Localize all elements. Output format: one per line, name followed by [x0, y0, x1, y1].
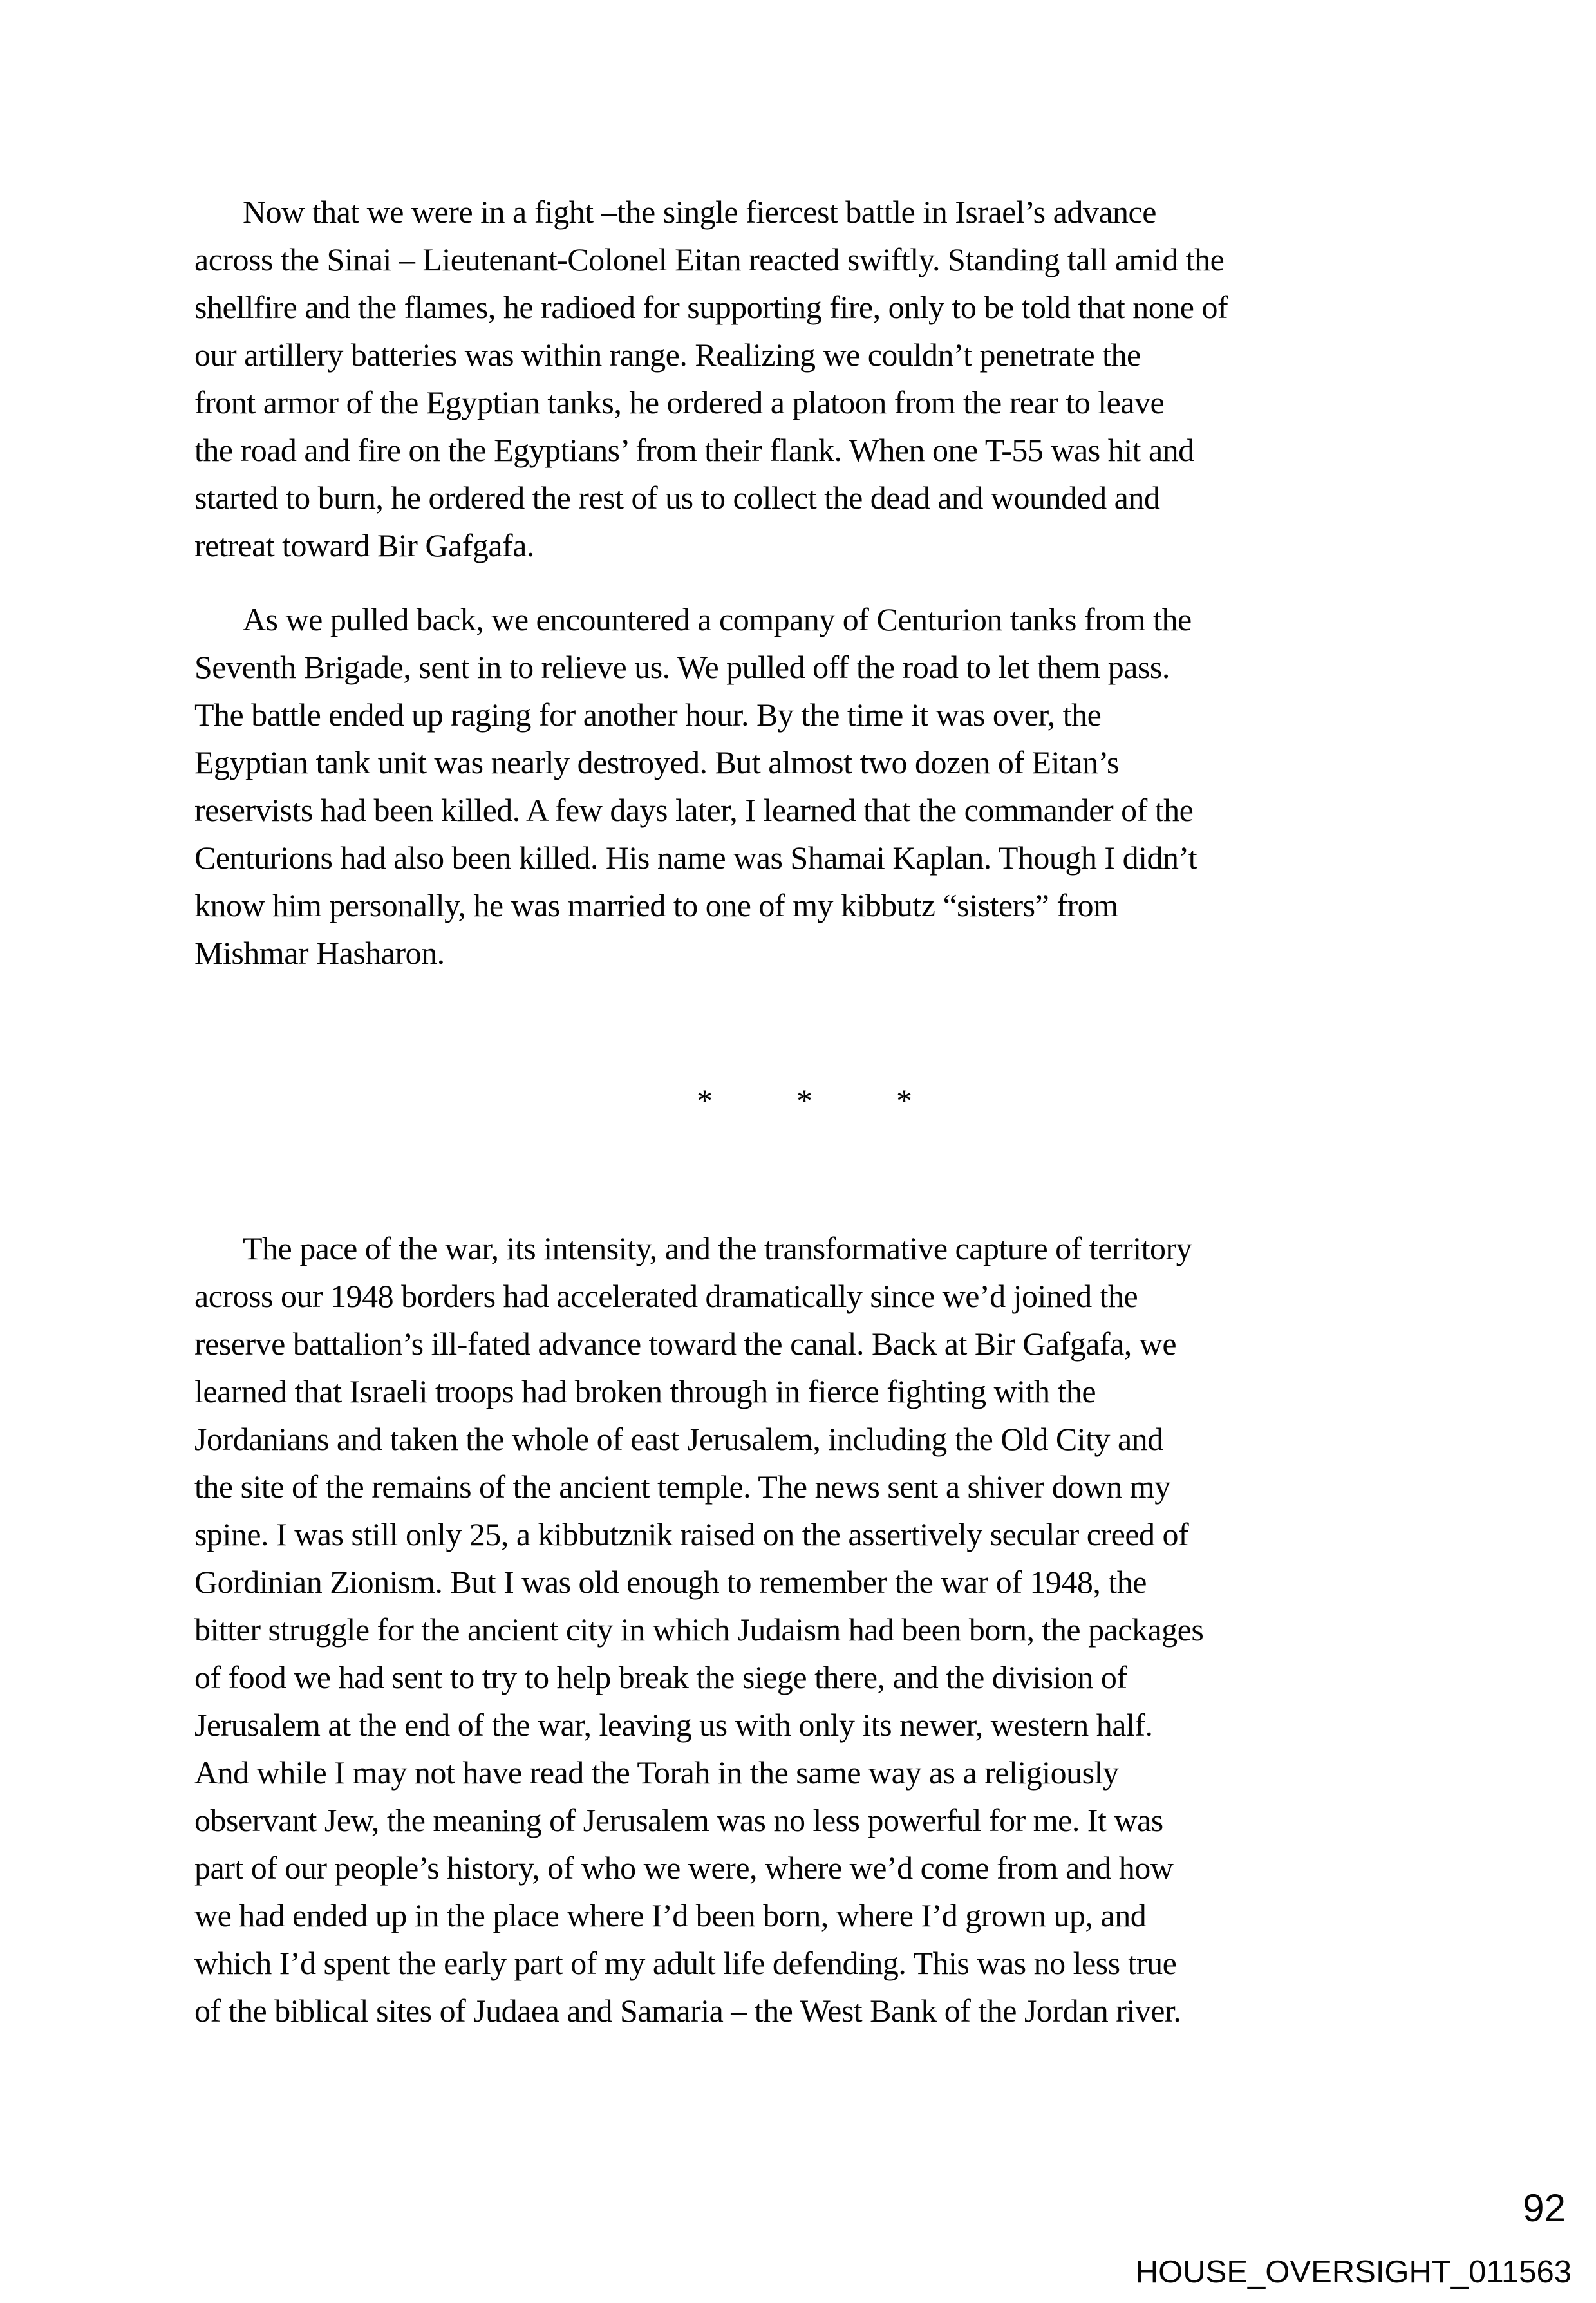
text-line: across the Sinai – Lieutenant-Colonel Eitan reacted swiftly. Standing tall amid the	[194, 241, 1225, 277]
text-line: bitter struggle for the ancient city in which Judaism had been born, the packages	[194, 1612, 1204, 1648]
text-line: spine. I was still only 25, a kibbutznik raised on the assertively secular creed of	[194, 1516, 1189, 1552]
text-line: The pace of the war, its intensity, and the transformative capture of territory	[243, 1230, 1192, 1266]
paragraph	[194, 596, 1414, 977]
text-line: across our 1948 borders had accelerated dramatically since we’d joined the	[194, 1278, 1138, 1314]
text-line: of the biblical sites of Judaea and Samaria – the West Bank of the Jordan river.	[194, 1993, 1181, 2029]
text-line: part of our people’s history, of who we were, where we’d come from and how	[194, 1850, 1174, 1886]
text-line: And while I may not have read the Torah in the same way as a religiously	[194, 1754, 1119, 1791]
text-line: Now that we were in a fight –the single fiercest battle in Israel’s advance	[243, 194, 1156, 230]
bates-stamp: HOUSE_OVERSIGHT_011563	[1135, 2255, 1572, 2289]
text-line: reserve battalion’s ill-fated advance toward the canal. Back at Bir Gafgafa, we	[194, 1326, 1177, 1362]
text-line: retreat toward Bir Gafgafa.	[194, 527, 534, 563]
text-line: reservists had been killed. A few days later, I learned that the commander of the	[194, 792, 1194, 828]
text-line: Centurions had also been killed. His name was Shamai Kaplan. Though I didn’t	[194, 840, 1197, 876]
text-line: observant Jew, the meaning of Jerusalem was no less powerful for me. It was	[194, 1802, 1163, 1838]
text-line: which I’d spent the early part of my adult life defending. This was no less true	[194, 1945, 1177, 1981]
section-break	[194, 1076, 1414, 1124]
text-line: we had ended up in the place where I’d been born, where I’d grown up, and	[194, 1897, 1147, 1933]
text-line: Mishmar Hasharon.	[194, 935, 445, 971]
text-line: our artillery batteries was within range. Realizing we couldn’t penetrate the	[194, 337, 1141, 373]
asterisk-glyph: *	[896, 1082, 912, 1118]
text-line: Seventh Brigade, sent in to relieve us. We pulled off the road to let them pass.	[194, 649, 1170, 685]
asterisk-glyph: *	[697, 1082, 713, 1118]
paragraph	[194, 1225, 1414, 2035]
text-line: the road and fire on the Egyptians’ from their flank. When one T-55 was hit and	[194, 432, 1194, 468]
text-line: of food we had sent to try to help break the siege there, and the division of	[194, 1659, 1127, 1695]
text-line: Jordanians and taken the whole of east Jerusalem, including the Old City and	[194, 1421, 1163, 1457]
paragraph	[194, 188, 1414, 569]
page-number: 92	[1523, 2186, 1566, 2230]
text-line: Egyptian tank unit was nearly destroyed. But almost two dozen of Eitan’s	[194, 744, 1119, 780]
text-line: front armor of the Egyptian tanks, he ordered a platoon from the rear to leave	[194, 384, 1165, 420]
text-line: learned that Israeli troops had broken through in fierce fighting with the	[194, 1373, 1096, 1409]
text-line: Gordinian Zionism. But I was old enough to remember the war of 1948, the	[194, 1564, 1147, 1600]
text-line: The battle ended up raging for another hour. By the time it was over, the	[194, 697, 1102, 733]
asterisk-glyph: *	[796, 1082, 812, 1118]
text-line: know him personally, he was married to one of my kibbutz “sisters” from	[194, 887, 1118, 923]
text-line: Jerusalem at the end of the war, leaving us with only its newer, western half.	[194, 1707, 1153, 1743]
text-line: the site of the remains of the ancient temple. The news sent a shiver down my	[194, 1469, 1170, 1505]
text-line: As we pulled back, we encountered a company of Centurion tanks from the	[243, 601, 1192, 637]
text-line: shellfire and the flames, he radioed for supporting fire, only to be told that none of	[194, 289, 1228, 325]
text-line: started to burn, he ordered the rest of us to collect the dead and wounded and	[194, 480, 1160, 516]
